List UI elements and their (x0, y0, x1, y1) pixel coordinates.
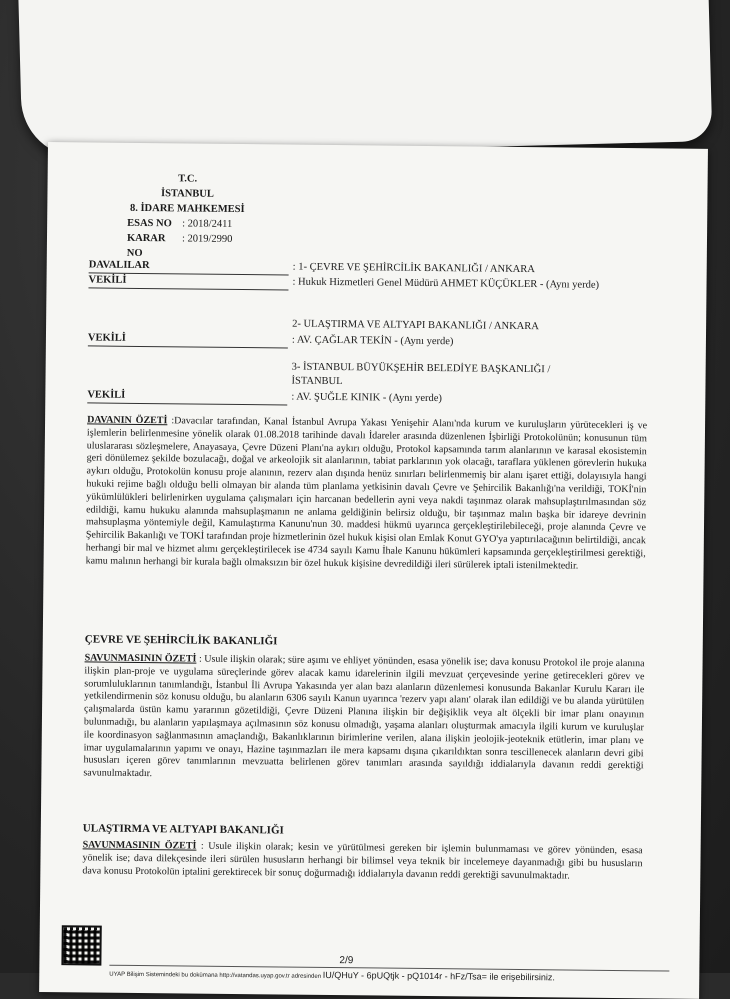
folded-back-sheet (18, 0, 713, 159)
case-summary (86, 414, 648, 573)
karar-label: KARAR NO (126, 232, 166, 259)
footer-note (109, 965, 669, 984)
esas-value: : 2018/2411 (182, 218, 233, 230)
vekili-label-2: VEKİLİ (88, 331, 288, 348)
header-city: İSTANBUL (160, 188, 214, 200)
ulastirma-defense-text: : Usule ilişkin olarak; kesin ve yürütülmesi gereken bir işlemin bulunmaması ve görev yönünden, esasa yönelik ise; dava dilekçesinde ileri sürülen hususların herhangi bir bilimsel veya teknik bir incelemeye dayanmadığı gibi bu hususların dava konusu Protokolün iptalini gerektirecek bir sonuç doğurmadığı iddialarıyla davanın reddi gerektiği savunulmaktadır. (82, 840, 643, 882)
ulastirma-defense (82, 839, 642, 883)
karar-value: : 2019/2990 (181, 233, 233, 245)
cevre-title: ÇEVRE VE ŞEHİRCİLİK BAKANLIĞI (84, 633, 278, 648)
document-page (39, 142, 708, 999)
footer-note-text: UYAP Bilişim Sistemindeki bu dokümana http://vatandas.uyap.gov.tr adresinden (109, 971, 322, 980)
vekil-1: : Hukuk Hizmetleri Genel Müdürü AHMET KÜÇÜKLER - (Aynı yerde) (292, 276, 600, 291)
footer-code: IU/QHuY - 6pUQtjk - pQ1014r - hFz/Tsa= ile erişebilirsiniz. (322, 969, 555, 983)
cevre-defense (83, 652, 644, 786)
davali-2: 2- ULAŞTIRMA VE ALTYAPI BAKANLIĞI / ANKARA (292, 318, 539, 333)
case-summary-title: DAVANIN ÖZETİ (87, 414, 168, 427)
header-tc: T.C. (178, 173, 198, 185)
vekili-label-3: VEKİLİ (87, 388, 287, 405)
esas-row (127, 216, 247, 232)
court-header (127, 171, 248, 262)
vekil-2: : AV. ÇAĞLAR TEKİN - (Aynı yerde) (291, 334, 454, 348)
page-number: 2/9 (339, 955, 354, 967)
header-court: 8. İDARE MAHKEMESİ (129, 202, 245, 216)
davali-3: 3- İSTANBUL BÜYÜKŞEHİR BELEDİYE BAŞKANLIĞI / İSTANBUL (291, 361, 551, 388)
ulastirma-defense-title: SAVUNMASININ ÖZETİ (82, 839, 197, 852)
qr-code (61, 925, 101, 965)
cevre-defense-title: SAVUNMASININ ÖZETİ (84, 652, 197, 665)
cevre-defense-text: : Usule ilişkin olarak; süre aşımı ve ehliyet yönünden, esasa yönelik ise; dava konusu Protokol ile proje alanına ilişkin plan-proje ve uygulama süreçlerinde görev alacak kamu idarelerinin ilgili mevzuat çerçevesinde yerine getirecekleri görev ve sorumluluklarının tanımlandığı, İstanbul İli Avrupa Yakasında yer alan bazı alanların düzenlemesi konusunda Bakanlar Kurulu Kararı ile yetkilendirmenin söz konusu olduğu, bu alanların 6306 sayılı Kanun uyarınca 'rezerv yapı alanı' olarak ilan edildiği ve bu alanda yürütülen çalışmalarda üstün kamu yararının gözetildiği, Çevre Düzeni Planına ilişkin bir değişiklik veya alt ölçekli bir imar planı onayının bulunmadığı, bu alanların yapılaşmaya açılmasının söz konusu olmadığı, yaşama alanları oluşturmak amacıyla ilgili kurum ve kuruluşlar ile koordinasyon sağlanmasının amaçlandığı, Bakanlıklarının birimlerine verilen, alana ilişkin jeolojik-jeoteknik etütlerin, imar planı ve imar uygulamalarının yapımı ve onayı, Hazine taşınmazları ile mera kapsamı dışına çıkarıldıktan sonra tescillenecek alanların devri gibi hususları içeren görev tanımlarının mevzuatta belirlenen görev tanımları arasında sayıldığı iddialarıyla davanın reddi gerektiği savunulmaktadır. (83, 653, 645, 780)
ulastirma-title: ULAŞTIRMA VE ALTYAPI BAKANLIĞI (82, 822, 284, 837)
vekili-label-1: VEKİLİ (88, 273, 288, 290)
esas-label: ESAS NO (127, 217, 172, 230)
davalilar-label: DAVALILAR (89, 258, 289, 275)
vekil-3: : AV. ŞUĞLE KINIK - (Aynı yerde) (291, 391, 442, 405)
case-summary-text: :Davacılar tarafından, Kanal İstanbul Avrupa Yakası Yenişehir Alanı'nda kurum ve kuruluşların yürütecekleri iş ve işlemlerin belirlenmesine yönelik olarak 01.08.2018 tarihinde davalı İdareler arasında düzenlenen İşbirliği Protokolünün; konusunun tüm uluslararası sözleşmelere, Anayasaya, Çevre Düzeni Planı'na aykırı olduğu, Protokol kapsamında tarım alanlarının ve karasal ekosistemin geri dönülemez şekilde bozulacağı, doğal ve arkeolojik sit alanlarının, tabiat parklarının yok olacağı, taraflara yüklenen görevlerin hukuka aykırı olduğu, Protokolün konusu proje alanının, rezerv alan dışında henüz sınırları belirlenmemiş bir alanı işaret ettiği, dolayısıyla hangi hukuki rejime bağlı olduğu belli olmayan bir alanda tüm planlama yetkisinin davalı Çevre ve Şehircilik Bakanlığı'na verildiği, TOKİ'nin yükümlülükleri belirlenirken uygulama çalışmaları için harcanan bedellerin ayni veya nakdi taşınmaz olarak mahsuplaştırılmasından söz edildiği, kamu hukuku alanında mahsuplaşmanın ne anlama geldiğinin belirsiz olduğu, bir taşınmaz malın başka bir idareye devrinin mahsuplaşma yöntemiyle değil, Kamulaştırma Kanunu'nun 30. maddesi hükmü uyarınca gerçekleştirilebileceği, proje alanında Çevre ve Şehircilik Bakanlığı ve TOKİ tarafından proje hizmetlerinin özel hukuk kişisi olan Emlak Konut GYO'ya yaptırılacağının belirtildiği, ancak herhangi bir mal ve hizmet alımı gerçekleştirilecek ise 4734 sayılı Kamu İhale Kanunu hükümleri kapsamında gerçekleştirilmesi gerektiği, kamu malının herhangi bir kurala bağlı olmaksızın bir özel hukuk kişisine devredildiği ileri sürülerek iptali istenilmektedir. (85, 415, 648, 572)
karar-row (127, 231, 247, 262)
davali-1: : 1- ÇEVRE VE ŞEHİRCİLİK BAKANLIĞI / ANKARA (292, 261, 535, 276)
